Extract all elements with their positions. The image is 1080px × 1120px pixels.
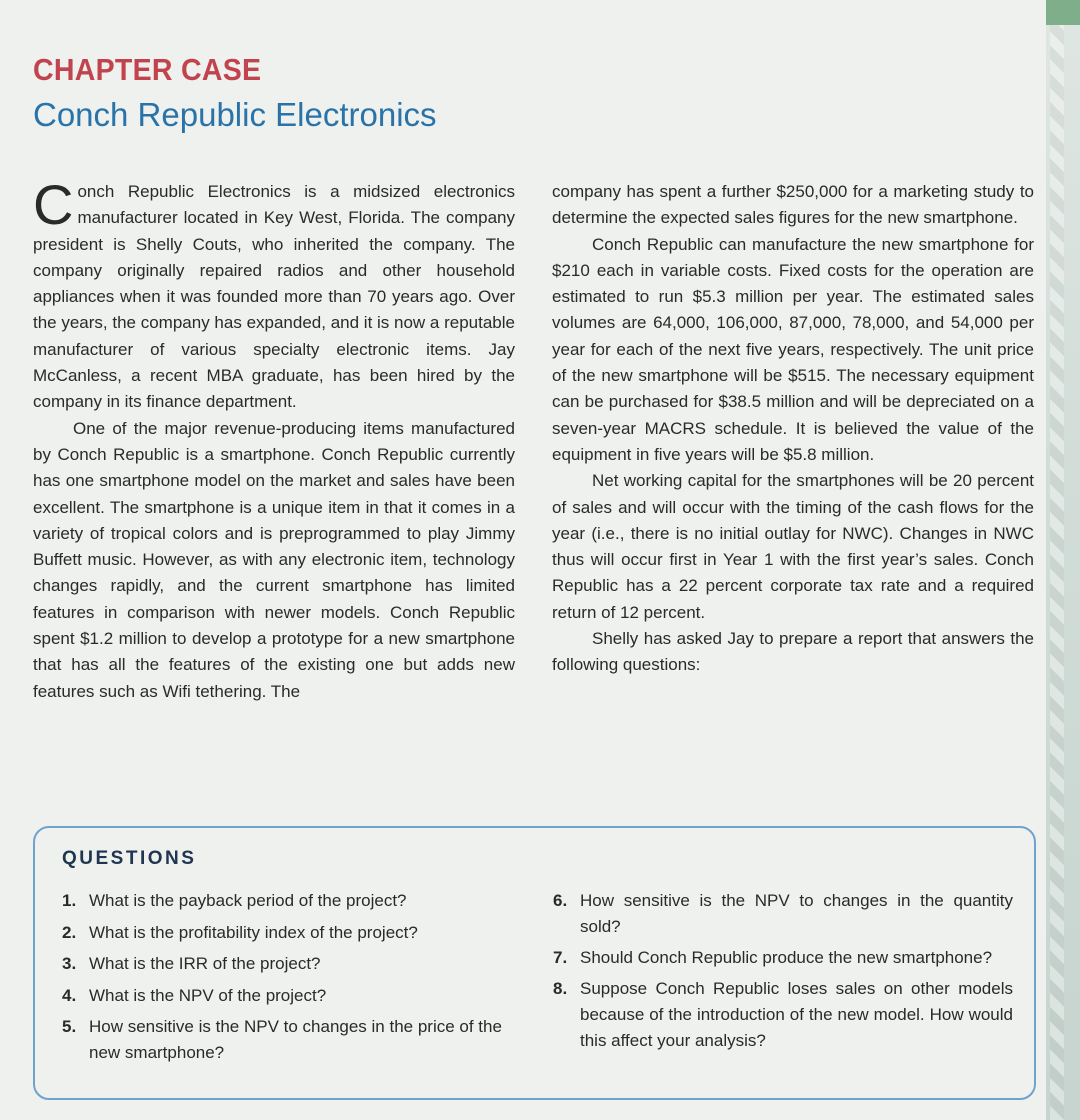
paragraph-1 <box>33 173 515 416</box>
question-text: What is the NPV of the project? <box>89 985 327 1005</box>
questions-list-left <box>62 888 522 1072</box>
paragraph-2-continued: company has spent a further $250,000 for a marketing study to determine the expected sales figures for the new smartphone. <box>552 182 1034 228</box>
question-number: 5. <box>62 1017 77 1036</box>
question-number: 4. <box>62 985 77 1005</box>
question-text: How sensitive is the NPV to changes in the price of the new smartphone? <box>89 1017 502 1062</box>
question-item <box>62 983 522 1009</box>
right-edge-decoration <box>1046 25 1080 1120</box>
paragraph-4: Net working capital for the smartphones will be 20 percent of sales and will occur with the timing of the cash flows for the year (i.e., there is no initial outlay for NWC). Changes in NWC thus will occur first in Year 1 with the first year’s sales. Conch Republic has a 22 percent corporate tax rate and a required return of 12 percent. <box>552 471 1034 622</box>
paragraph-1-text: onch Republic Electronics is a midsized electronics manufacturer located in Key West, Florida. The company president is Shelly Couts, who inherited the company. The company originally repaired radios and other household appliances when it was founded more than 70 years ago. Over the years, the company has expanded, and it is now a reputable manufacturer of various specialty electronic items. Jay McCanless, a recent MBA graduate, has been hired by the company in its finance department. <box>33 182 515 412</box>
questions-heading: QUESTIONS <box>62 848 197 869</box>
question-text: What is the payback period of the project? <box>89 891 407 910</box>
questions-list-right <box>553 888 1013 1059</box>
question-number: 6. <box>553 891 568 910</box>
paragraph-5: Shelly has asked Jay to prepare a report that answers the following questions: <box>552 629 1034 675</box>
paragraph-2: One of the major revenue-producing items manufactured by Conch Republic is a smartphone. Conch Republic currently has one smartphone model on the market and sales have been excellent. The smartphone is a unique item in that it comes in a variety of tropical colors and is preprogrammed to play Jimmy Buffett music. However, as with any electronic item, technology changes rapidly, and the current smartphone has limited features in comparison with newer models. Conch Republic spent $1.2 million to develop a prototype for a new smartphone that has all the features of the existing one but adds new features such as Wifi tethering. The <box>33 418 515 701</box>
paragraph-3: Conch Republic can manufacture the new smartphone for $210 each in variable costs. Fixed costs for the operation are estimated to run $5.3 million per year. The estimated sales volumes are 64,000, 106,000, 87,000, 78,000, and 54,000 per year for each of the next five years, respectively. The unit price of the new smartphone will be $515. The necessary equipment can be purchased for $38.5 million and will be depreciated on a seven-year MACRS schedule. It is believed the value of the equipment in five years will be $5.8 million. <box>552 234 1034 464</box>
question-item <box>62 951 522 977</box>
case-title: Conch Republic Electronics <box>33 96 437 133</box>
question-item <box>62 1014 522 1066</box>
question-item <box>553 888 1013 940</box>
question-number: 7. <box>553 948 568 967</box>
drop-cap: C <box>33 173 74 236</box>
question-number: 2. <box>62 922 77 942</box>
question-item <box>553 976 1013 1054</box>
question-text: Should Conch Republic produce the new smartphone? <box>580 948 993 967</box>
question-item <box>553 945 1013 971</box>
question-item <box>62 920 522 946</box>
text-column-right <box>552 179 1034 679</box>
question-text: What is the IRR of the project? <box>89 954 321 973</box>
question-text: What is the profitability index of the project? <box>89 922 418 942</box>
question-text: How sensitive is the NPV to changes in the quantity sold? <box>580 891 1013 936</box>
text-column-left <box>33 173 515 705</box>
question-number: 1. <box>62 891 77 910</box>
chapter-case-label: CHAPTER CASE <box>33 52 262 87</box>
question-number: 3. <box>62 954 77 973</box>
question-text: Suppose Conch Republic loses sales on other models because of the introduction of the new model. How would this affect your analysis? <box>580 979 1013 1050</box>
questions-box <box>33 826 1036 1100</box>
question-number: 8. <box>553 979 568 998</box>
question-item <box>62 888 522 914</box>
